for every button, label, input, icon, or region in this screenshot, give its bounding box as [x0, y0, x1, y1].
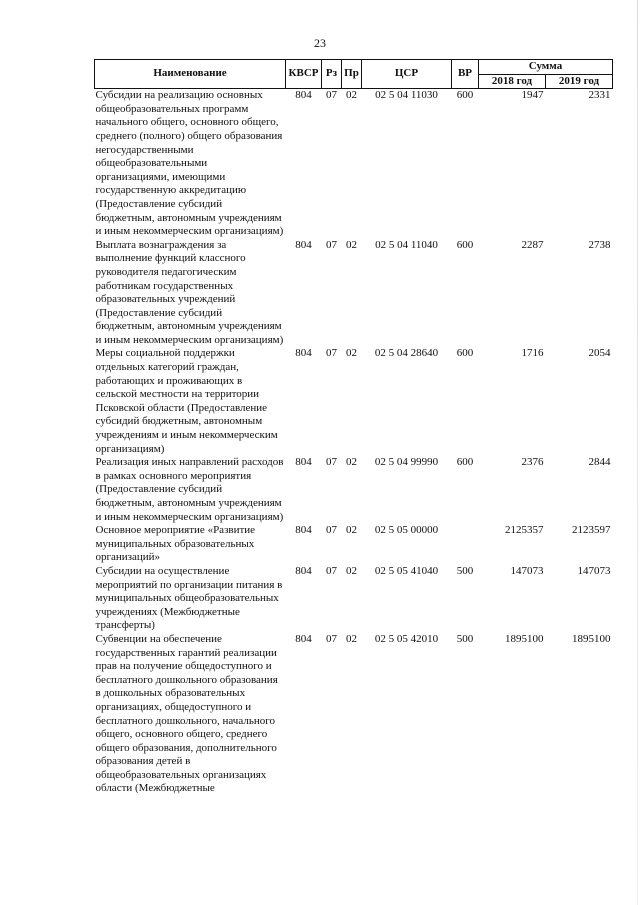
row-kvsr: 804: [295, 238, 312, 251]
row-name: Субсидии на осуществление мероприятий по организации питания в муниципальных общеобразовательных учреждениях (Межбюджетные трансферты): [95, 564, 283, 632]
table-row: [95, 524, 613, 565]
row-pr: 02: [346, 238, 357, 251]
row-rz: 07: [326, 347, 337, 360]
row-kvsr: 804: [295, 89, 312, 102]
row-2018: 2376: [521, 456, 544, 469]
row-csr: 02 5 05 41040: [374, 564, 439, 577]
row-2019: 2331: [588, 89, 611, 102]
row-pr: 02: [346, 347, 357, 360]
row-name: Субвенции на обеспечение государственных гарантий реализации прав на получение общедоступного и бесплатного дошкольного образования в дошкольных образовательных организациях, общедоступного и бесплатного дошкольного, начального общего, основного общего, среднего общего образования, дополнительного образования детей в общеобразовательных организациях области (Межбюджетные: [95, 632, 278, 795]
table-row: [95, 347, 613, 456]
row-2018: 147073: [510, 564, 544, 577]
header-name: Наименование: [95, 60, 286, 89]
row-kvsr: 804: [295, 524, 312, 537]
row-kvsr: 804: [295, 456, 312, 469]
table-row: [95, 633, 613, 796]
row-vr: 600: [456, 347, 474, 360]
table-row: [95, 456, 613, 524]
row-rz: 07: [326, 632, 337, 645]
row-2019: 2054: [588, 347, 611, 360]
header-csr: ЦСР: [362, 60, 452, 89]
row-csr: 02 5 04 11030: [375, 89, 438, 102]
row-vr: 500: [456, 564, 474, 577]
row-name: Реализация иных направлений расходов в рамках основного мероприятия (Предоставление субсидий бюджетным, автономным учреждениям и иным некоммерческим организациям): [95, 456, 284, 523]
table-header: [95, 60, 613, 89]
row-vr: 600: [456, 456, 474, 469]
row-kvsr: 804: [295, 347, 312, 360]
row-2018: 1716: [521, 347, 544, 360]
row-rz: 07: [326, 564, 337, 577]
row-2018: 2125357: [505, 524, 544, 537]
table-row: [95, 239, 613, 348]
row-rz: 07: [326, 89, 337, 102]
row-csr: 02 5 05 42010: [374, 632, 439, 645]
page-number: 23: [314, 36, 326, 50]
header-vr: ВР: [452, 60, 479, 89]
row-csr: 02 5 04 99990: [374, 456, 439, 469]
row-2019: 2123597: [572, 524, 611, 537]
row-rz: 07: [326, 456, 337, 469]
row-rz: 07: [326, 238, 337, 251]
row-pr: 02: [346, 89, 357, 102]
row-vr: [452, 524, 479, 565]
row-vr: 600: [456, 238, 474, 251]
row-2018: 1895100: [505, 632, 544, 645]
row-rz: 07: [326, 524, 337, 537]
table-body: [95, 89, 613, 796]
row-2018: 1947: [521, 89, 544, 102]
row-2019: 2844: [588, 456, 611, 469]
row-2019: 147073: [577, 564, 611, 577]
row-name: Выплата вознаграждения за выполнение функций классного руководителя педагогическим работникам государственных образовательных учреждений (Предоставление субсидий бюджетным, автономным учреждениям и иным некоммерческим организациям): [95, 238, 284, 346]
row-pr: 02: [346, 564, 357, 577]
header-kvsr: КВСР: [286, 60, 322, 89]
table-row: [95, 565, 613, 633]
row-kvsr: 804: [295, 564, 312, 577]
row-2019: 2738: [588, 238, 611, 251]
row-vr: 500: [456, 632, 474, 645]
header-pr: Пр: [342, 60, 362, 89]
row-kvsr: 804: [295, 632, 312, 645]
header-2018: 2018 год: [479, 74, 546, 89]
row-2019: 1895100: [572, 632, 611, 645]
table-row: [95, 89, 613, 239]
budget-table: [94, 59, 613, 796]
row-2018: 2287: [521, 238, 544, 251]
row-pr: 02: [346, 456, 357, 469]
scan-edge-line: [637, 0, 638, 905]
row-name: Субсидии на реализацию основных общеобразовательных программ начального общего, основного общего, среднего (полного) общего образования негосударственными общеобразовательными организациями, имеющими государственную аккредитацию (Предоставление субсидий бюджетным, автономным учреждениям и иным некоммерческим организациям): [95, 89, 284, 238]
row-pr: 02: [346, 632, 357, 645]
header-2019: 2019 год: [546, 74, 613, 89]
row-vr: 600: [456, 89, 474, 102]
row-name: Меры социальной поддержки отдельных категорий граждан, работающих и проживающих в сельской местности на территории Псковской области (Предоставление субсидий бюджетным, автономным учреждениям и иным некоммерческим организациям): [95, 347, 278, 455]
row-csr: 02 5 04 11040: [375, 238, 438, 251]
row-pr: 02: [346, 524, 357, 537]
row-csr: 02 5 05 00000: [374, 524, 439, 537]
header-sum: Сумма: [479, 60, 613, 75]
row-name: Основное мероприятие «Развитие муниципальных образовательных организаций»: [95, 524, 256, 564]
header-rz: Рз: [322, 60, 342, 89]
row-csr: 02 5 04 28640: [374, 347, 439, 360]
